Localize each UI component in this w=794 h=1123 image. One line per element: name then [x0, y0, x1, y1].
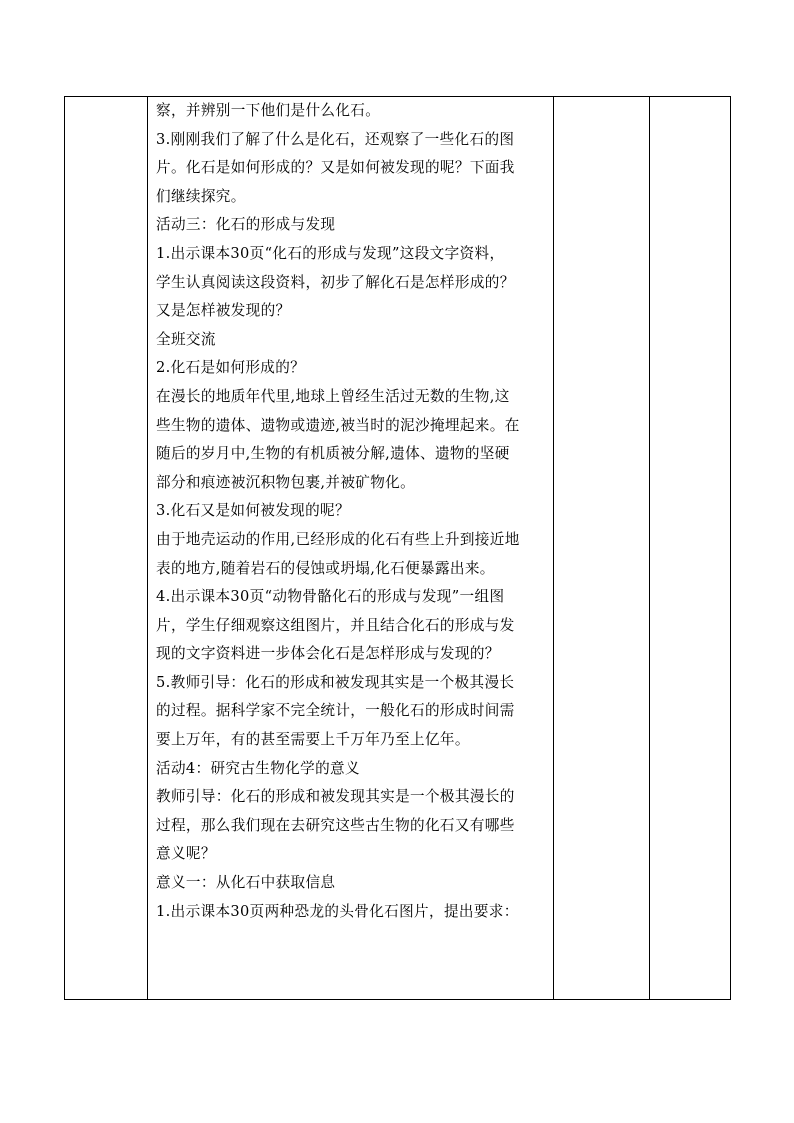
text-line: 5.教师引导：化石的形成和被发现其实是一个极其漫长 — [156, 673, 515, 691]
teaching-process-text — [148, 97, 553, 926]
text-line: 们继续探究。 — [156, 187, 246, 205]
text-line: 2.化石是如何形成的？ — [156, 359, 306, 377]
table-row — [65, 97, 731, 1000]
text-line: 又是怎样被发现的？ — [156, 302, 291, 320]
text-line: 部分和痕迹被沉积物包裹,并被矿物化。 — [156, 473, 416, 491]
text-line: 意义呢？ — [156, 845, 216, 863]
activity-heading: 活动4：研究古生物化学的意义 — [156, 759, 360, 777]
text-line: 4.出示课本30页“动物骨骼化石的形成与发现”一组图 — [156, 588, 505, 606]
teaching-process-cell — [148, 97, 554, 1000]
text-line: 全班交流 — [156, 330, 216, 348]
text-line: 察，并辨别一下他们是什么化石。 — [156, 102, 381, 119]
student-activity-cell — [554, 97, 650, 1000]
lesson-plan-table — [64, 96, 731, 1000]
text-line: 片，学生仔细观察这组图片，并且结合化石的形成与发 — [156, 616, 515, 634]
text-line: 的过程。据科学家不完全统计，一般化石的形成时间需 — [156, 702, 515, 720]
stage-cell — [65, 97, 148, 1000]
text-line: 3.刚刚我们了解了什么是化石，还观察了一些化石的图 — [156, 130, 515, 148]
text-line: 由于地壳运动的作用,已经形成的化石有些上升到接近地 — [156, 530, 520, 548]
text-line: 1.出示课本30页“化石的形成与发现”这段文字资料， — [156, 244, 505, 262]
text-line: 3.化石又是如何被发现的呢？ — [156, 502, 350, 520]
activity-heading: 活动三：化石的形成与发现 — [156, 216, 336, 234]
text-line: 随后的岁月中,生物的有机质被分解,遗体、遗物的坚硬 — [156, 445, 510, 463]
text-line: 片。化石是如何形成的？又是如何被发现的呢？下面我 — [156, 159, 515, 177]
text-line: 要上万年，有的甚至需要上千万年乃至上亿年。 — [156, 731, 470, 749]
text-line: 教师引导：化石的形成和被发现其实是一个极其漫长的 — [156, 788, 515, 806]
notes-cell — [650, 97, 731, 1000]
text-line: 表的地方,随着岩石的侵蚀或坍塌,化石便暴露出来。 — [156, 559, 495, 577]
text-line: 些生物的遗体、遗物或遗迹,被当时的泥沙掩埋起来。在 — [156, 416, 520, 434]
text-line: 现的文字资料进一步体会化石是怎样形成与发现的？ — [156, 645, 500, 663]
text-line: 过程，那么我们现在去研究这些古生物的化石又有哪些 — [156, 816, 515, 834]
text-line: 1.出示课本30页两种恐龙的头骨化石图片，提出要求： — [156, 902, 519, 920]
text-line: 在漫长的地质年代里,地球上曾经生活过无数的生物,这 — [156, 387, 510, 405]
text-line: 学生认真阅读这段资料，初步了解化石是怎样形成的？ — [156, 273, 515, 291]
text-line: 意义一：从化石中获取信息 — [156, 874, 336, 892]
